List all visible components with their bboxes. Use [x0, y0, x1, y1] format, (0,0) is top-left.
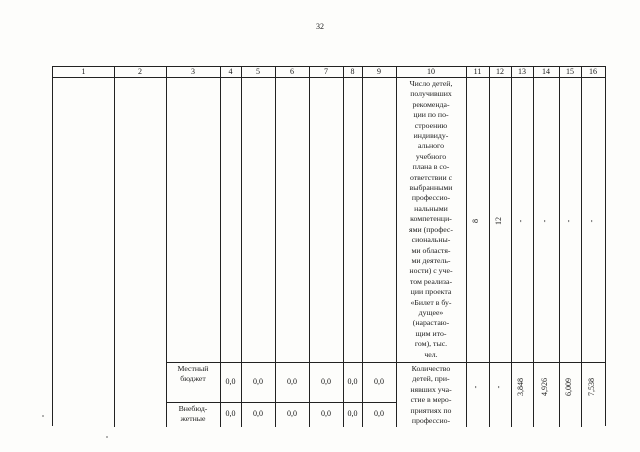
value-cell: -: [471, 385, 480, 389]
header-col-5: 5: [256, 67, 260, 76]
budget-value: 0,0: [253, 409, 263, 418]
header-col-7: 7: [324, 67, 328, 76]
budget-value: 0,0: [253, 377, 263, 386]
budget-value: 0,0: [287, 409, 297, 418]
column-divider: [581, 67, 582, 427]
header-col-11: 11: [473, 67, 482, 76]
budget-value: 0,0: [225, 409, 236, 418]
column-divider: [309, 67, 310, 427]
column-divider: [114, 67, 115, 427]
value-cell: 12: [494, 217, 503, 225]
scan-speck: [106, 436, 108, 438]
budget-value: 0,0: [374, 409, 384, 418]
budget-value: 0,0: [374, 377, 384, 386]
header-col-13: 13: [518, 67, 526, 76]
header-col-8: 8: [350, 67, 355, 76]
value-cell: 8: [471, 219, 480, 223]
funding-source: Внебюд- жетные: [178, 404, 208, 424]
header-col-9: 9: [377, 67, 381, 76]
header-col-10: 10: [427, 67, 435, 76]
header-col-14: 14: [542, 67, 550, 76]
value-cell: 4,926: [540, 378, 549, 396]
value-cell: -: [540, 219, 549, 223]
column-divider: [343, 67, 344, 427]
column-divider: [511, 67, 512, 427]
column-divider: [241, 67, 242, 427]
budget-value: 0,0: [347, 377, 358, 386]
value-cell: 6,009: [564, 378, 573, 396]
column-divider: [362, 67, 363, 427]
scan-speck: [42, 415, 44, 417]
header-col-12: 12: [496, 67, 504, 76]
column-divider: [559, 67, 560, 427]
column-divider: [489, 67, 490, 427]
header-col-15: 15: [566, 67, 574, 76]
value-cell: 3,848: [516, 378, 525, 396]
header-col-1: 1: [81, 67, 86, 76]
value-cell: 7,538: [587, 378, 596, 396]
value-cell: -: [516, 219, 525, 223]
budget-value: 0,0: [347, 409, 358, 418]
header-col-16: 16: [589, 67, 597, 76]
row-divider: [166, 402, 396, 403]
column-divider: [533, 67, 534, 427]
report-table: [52, 66, 606, 426]
row-divider: [166, 362, 605, 363]
budget-value: 0,0: [321, 409, 331, 418]
value-cell: -: [564, 219, 573, 223]
column-divider: [220, 67, 221, 427]
funding-source: Местный бюджет: [177, 364, 209, 384]
budget-value: 0,0: [287, 377, 297, 386]
value-cell: -: [587, 219, 596, 223]
budget-value: 0,0: [225, 377, 236, 386]
column-divider: [275, 67, 276, 427]
indicator-text: Количество детей, при- нявших уча- стие в меро- приятиях по профессио-: [410, 364, 452, 426]
value-cell: -: [494, 385, 503, 389]
page-number: 32: [316, 22, 324, 31]
header-col-4: 4: [228, 67, 233, 76]
indicator-text: Число детей, получивших рекоменда- ции по по- строению индивиду- ального учебного плана в со- ответствии с выбранными профессио- нальными компетенци- ями (профес- сиональны- ми областя- ми деятель- ности) с уче- том реализа- ции проекта «Билет в бу- дущее» (нарастаю- щим ито- гом), тыс. чел.: [409, 79, 453, 359]
header-col-6: 6: [290, 67, 294, 76]
header-divider: [53, 77, 605, 78]
header-col-3: 3: [191, 67, 195, 76]
budget-value: 0,0: [321, 377, 331, 386]
header-col-2: 2: [138, 67, 142, 76]
column-divider: [466, 67, 467, 427]
